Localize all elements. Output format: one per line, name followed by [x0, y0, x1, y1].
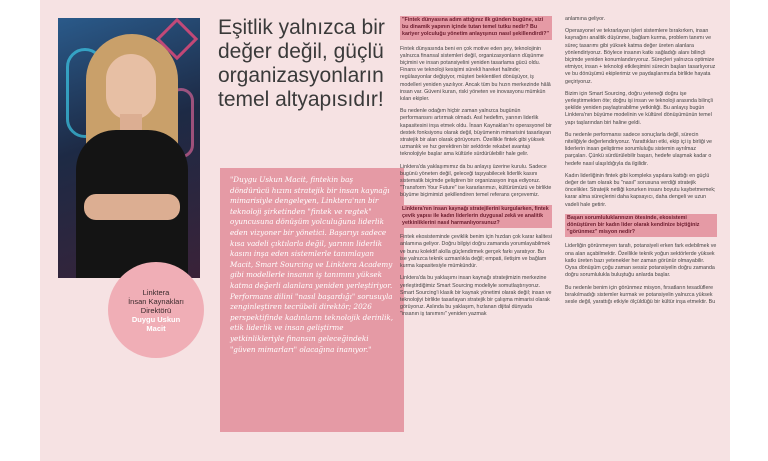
question-highlight-1: "Fintek dünyasına adım attığınız ilk günden bugüne, sizi bu dinamik yapının içinde tutan temel tutku nedir? Bu kariyer yolculuğu yönetim anlayışınızı nasıl şekillendirdi?"	[400, 16, 552, 40]
badge-name-line2: Macit	[146, 323, 166, 333]
name-badge	[108, 262, 204, 358]
question-highlight-2: Linktera'nın insan kaynağı stratejilerini kurgularken, fintek çevik yapısı ile kadın liderlerin duygusal zekâ ve analitik yetkinliklerini nasıl harmanlıyorsunuz?	[400, 205, 552, 229]
paragraph: Bu nedenle performansı sadece sonuçlarla değil, sürecin niteliğiyle değerlendiriyoruz. Yarattıkları etki, ekip içi iş birliği ve liderlerin insan geliştirme sorumluluğu sistemin ayrılmaz parçaları. Çünkü sürdürülebilir başarı, hedefe ulaşmak kadar o hedefe nasıl ulaşıldığıyla da ilgilidir.	[565, 131, 713, 167]
paragraph: Fintek ekosisteminde çeviklik benim için hızdan çok karar kalitesi anlamına geliyor. Doğru bilgiyi doğru zamanda yorumlayabilmek ve bunu kolektif akılla güçlendirmek gerçek farkı yaratıyor. Bu ise yalnızca teknik uzmanlıkla değil; empati, iletişim ve bağlam kurma kapasitesiyle mümkündür.	[400, 234, 552, 270]
magazine-page	[40, 0, 730, 461]
paragraph: Liderliğin görünmeyen tarafı, potansiyeli erken fark edebilmek ve ona alan açabilmektir. Özellikle teknik yoğun sektörlerde yüksek katkı üreten bazı yetenekler her zaman görünür olmayabilir. Oysa dönüşüm çoğu zaman sessiz potansiyelin doğru zamanda doğru sorumlulukla buluştuğu anlarda başlar.	[565, 243, 717, 279]
badge-name-line1: Duygu Uskun	[131, 314, 181, 324]
portrait-photo	[58, 18, 200, 278]
paragraph: Bu nedenle benim için görünmez misyon, fırsatların tesadüflere bırakılmadığı sistemler kurmak ve potansiyelin yalnızca yüksek sesle değil, yarattığı etkiyle ölçüldüğü bir kültür inşa etmektir. Bu	[565, 284, 716, 305]
paragraph: Fintek dünyasında beni en çok motive eden şey, teknolojinin yalnızca finansal sistemleri değil, organizasyonların düşünme biçimini ve insan potansiyelini yeniden tasarlama gücü oldu. Finans ve teknoloji kesişimi sürekli hareket halinde; regülasyonlar değişiyor, müşteri beklentileri dönüşüyor, iş modelleri yeniden yazılıyor. Ancak tüm bu hızın merkezinde hâlâ insan var. Güveni kuran, riski yöneten ve inovasyonu mümkün kılan ekipler.	[400, 45, 551, 103]
paragraph: Linktera'da yaklaşımımız da bu anlayış üzerine kurulu. Sadece bugünü yöneten değil, geleceği taşıyabilecek liderlik kasını sistematik biçimde geliştiren bir organizasyon inşa ediyoruz. "Transform Your Future" ise kararlarımızı, kültürümüzü ve birlikte büyüme biçimimizi şekillendiren temel referans çerçevemiz.	[400, 163, 552, 199]
paragraph: Bizim için Smart Sourcing, doğru yeteneği doğru işe yerleştirmekten öte; doğru işi insan ve teknoloji arasında bilinçli şekilde yeniden paylaştırabilme yetkinliği. Bu anlayış bugün Linktera'nın büyüme modelinin ve kültürel dönüşümünün temel yapı taşlarından biri haline geldi.	[565, 90, 713, 126]
paragraph: Bu nedenle odağım hiçbir zaman yalnızca bugünün performansını artırmak olmadı. Asıl hedefim, yarının liderlik kapasitesini inşa etmek oldu. İnsan Kaynakları'nı operasyonel bir destek fonksiyonu olarak değil, büyümenin mimarisini tasarlayan stratejik bir alan olarak görüyorum. Özellikle fintek gibi yüksek uzmanlık ve hız gerektiren bir sektörde rekabet avantajı teknolojiyle başlar ama kültürle sürdürülebilir hale gelir.	[400, 108, 552, 158]
paragraph: Kadın liderliğinin fintek gibi kompleks yapılara kattığı en güçlü değer de tam olarak bu "nasıl" sorusuna verdiği stratejik öncelikler. Stratejik netliği korurken insanı boyutu kaybetmemek; karar alma süreçlerini daha kapsayıcı, daha dengeli ve uzun vadeli hale getirir.	[565, 172, 716, 208]
badge-role-line1: Linktera	[142, 287, 170, 297]
pull-quote-text: "Duygu Uskun Macit, fintekin baş döndürücü hızını stratejik bir insan kaynağı mimarisiyle dengeleyen, Linktera'nın bir teknoloji şirketinden "fintek ve regtek" oyuncusuna dönüşüm yolculuğuna liderlik eden vizyoner bir yönetici. Başarıyı sadece kısa vadeli çıktılarla değil, yarının liderlik kasını inşa eden sistemlerle tanımlayan Macit, Smart Sourcing ve Linktera Academy gibi modellerle insanın iş tanımını yüksek katma değerli alanlara yeniden yerleştiriyor. Performans dilini "nasıl başardığı" sorusuyla zenginleştiren tecrübeli direktör; 2026 perspektifinde kadınların teknolojik derinlik, etik liderlik ve insan geliştirme yetkinlikleriyle finansın geleceğindeki "güven mimarları" olacağına inanıyor."	[230, 175, 394, 354]
badge-role-line2: İnsan Kaynakları	[128, 296, 184, 306]
article-column-2	[400, 16, 552, 324]
paragraph: Operasyonel ve tekrarlayan işleri sistemlere bırakırken, insan kaynağını analitik düşünme, bağlam kurma, problem tanımı ve süreç tasarımı gibi yüksek katma değer üreten alanlara yönlendiriyoruz. Böylece insanın katkı sağladığı alanı bilinçli biçimde yeniden konumlandırıyoruz. Süreçleri yalnızca optimize etmiyor, insan + teknoloji etkileşimini sürecin başları tasarlıyoruz ve bu dönüşümü ekiplerimiz ve paydaşlarımızla birlikte hayata geçiriyoruz.	[565, 28, 716, 85]
paragraph: anlamına geliyor.	[565, 16, 606, 22]
badge-role-line3: Direktörü	[140, 305, 172, 315]
pull-quote-box	[220, 168, 404, 432]
article-headline: Eşitlik yalnızca bir değer değil, güçlü organizasyonların temel altyapısıdır!	[218, 16, 385, 111]
question-highlight-3: Başarı sorumluluklarınızın ötesinde, ekosistemi dönüştüren bir kadın lider olarak kendinize biçtiğiniz "görünmez" misyon nedir?	[565, 214, 717, 238]
article-column-3	[565, 16, 717, 311]
paragraph: Linktera'da bu yaklaşımı insan kaynağı stratejimizin merkezine yerleştirdiğimiz Smart Sourcing modeliyle somutlaştırıyoruz. Smart Sourcing'i klasik bir kaynak yönetimi olarak değil; insan ve teknolojiyi birlikte tasarlayan stratejik bir çalışma mimarisi olarak görüyoruz. Aslında bu yaklaşım, hızlanan dijital dünyada "insanın iş tanımını" yeniden yazmak	[400, 275, 552, 318]
